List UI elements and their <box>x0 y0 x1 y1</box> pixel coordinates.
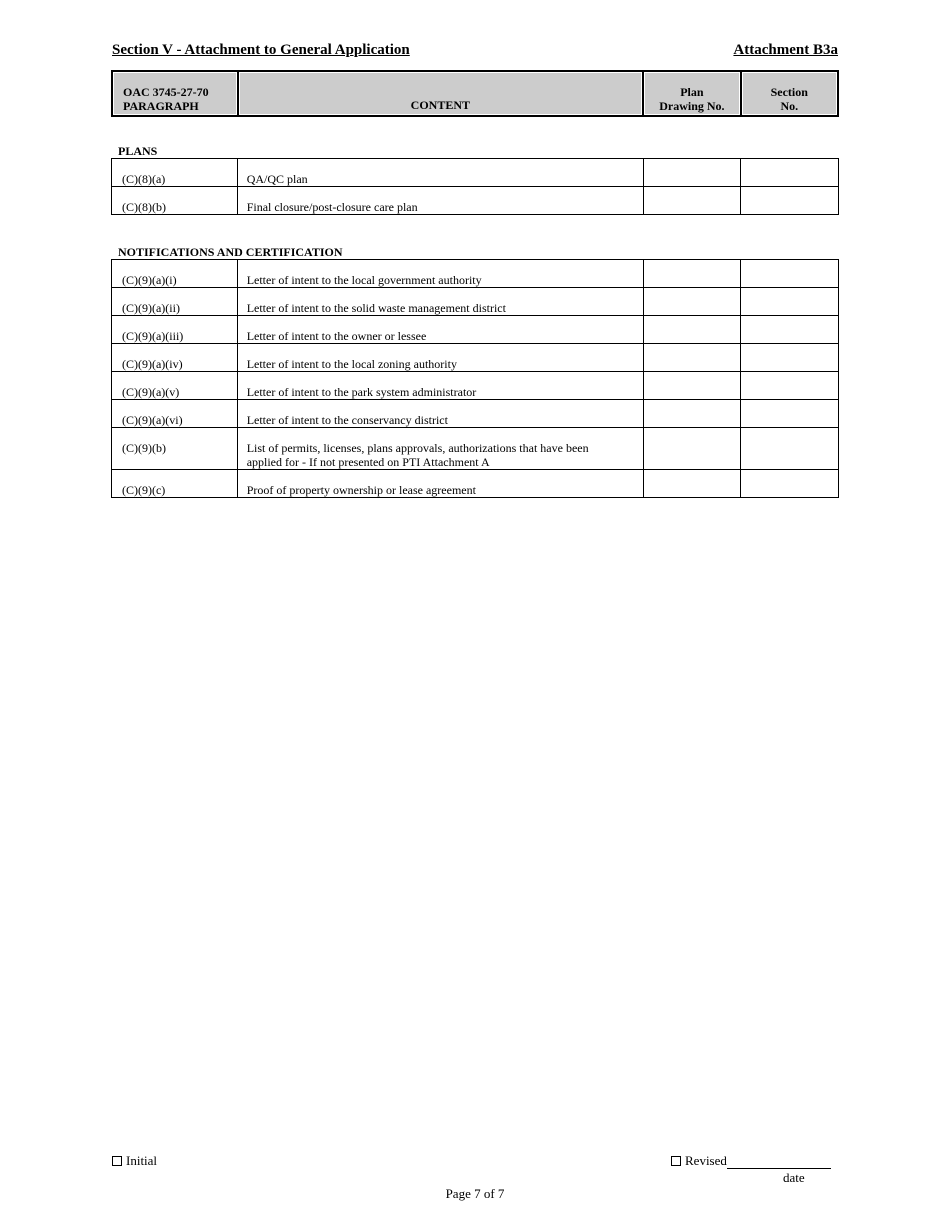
section-no-cell[interactable] <box>741 159 839 187</box>
content-cell <box>237 428 643 470</box>
notifications-table <box>111 259 839 498</box>
section-no-cell[interactable] <box>741 428 839 470</box>
section-no-cell[interactable] <box>741 470 839 498</box>
header-section-line1: Section <box>770 85 808 99</box>
paragraph-cell: (C)(9)(a)(ii) <box>112 288 238 316</box>
plan-drawing-cell[interactable] <box>643 372 741 400</box>
plan-drawing-cell[interactable] <box>643 344 741 372</box>
plan-drawing-cell[interactable] <box>643 470 741 498</box>
header-paragraph-line2: PARAGRAPH <box>123 99 199 113</box>
content-line2: applied for - If not presented on PTI Attachment A <box>246 455 490 469</box>
section-no-cell[interactable] <box>741 372 839 400</box>
table-row <box>112 260 839 288</box>
plans-table <box>111 158 839 215</box>
page-number: Page 7 of 7 <box>445 1186 505 1201</box>
content-cell: Letter of intent to the conservancy district <box>237 400 643 428</box>
header-plan-drawing <box>643 71 740 116</box>
paragraph-cell: (C)(9)(a)(iv) <box>112 344 238 372</box>
table-row <box>112 344 839 372</box>
content-cell: Final closure/post-closure care plan <box>237 187 643 215</box>
table-row <box>112 187 839 215</box>
header-paragraph-line1: OAC 3745-27-70 <box>123 85 209 99</box>
paragraph-cell: (C)(9)(a)(i) <box>112 260 238 288</box>
initial-option <box>112 1153 157 1169</box>
attachment-label: Attachment B3a <box>733 42 838 58</box>
header-content <box>238 71 644 116</box>
table-row <box>112 470 839 498</box>
plan-drawing-cell[interactable] <box>643 288 741 316</box>
paragraph-cell: (C)(9)(b) <box>112 428 238 470</box>
header-section-no <box>741 71 838 116</box>
initial-checkbox[interactable] <box>112 1156 122 1166</box>
paragraph-cell: (C)(8)(b) <box>112 187 238 215</box>
paragraph-cell: (C)(9)(a)(vi) <box>112 400 238 428</box>
table-row <box>112 316 839 344</box>
revised-date-line[interactable] <box>727 1156 831 1169</box>
notifications-section-label: NOTIFICATIONS AND CERTIFICATION <box>118 245 343 259</box>
header-content-label: CONTENT <box>410 98 471 112</box>
table-row <box>112 159 839 187</box>
content-cell: Letter of intent to the park system administrator <box>237 372 643 400</box>
section-no-cell[interactable] <box>741 344 839 372</box>
section-no-cell[interactable] <box>741 316 839 344</box>
table-row <box>112 428 839 470</box>
plan-drawing-cell[interactable] <box>643 400 741 428</box>
content-cell: QA/QC plan <box>237 159 643 187</box>
date-caption: date <box>783 1170 805 1185</box>
content-cell: Letter of intent to the local government authority <box>237 260 643 288</box>
paragraph-cell: (C)(8)(a) <box>112 159 238 187</box>
plan-drawing-cell[interactable] <box>643 159 741 187</box>
column-header-table <box>111 70 839 117</box>
table-row <box>112 400 839 428</box>
content-cell: Proof of property ownership or lease agreement <box>237 470 643 498</box>
header-plan-line1: Plan <box>680 85 704 99</box>
initial-label: Initial <box>126 1153 158 1168</box>
header-section-line2: No. <box>780 99 799 113</box>
paragraph-cell: (C)(9)(c) <box>112 470 238 498</box>
content-line1: List of permits, licenses, plans approvals, authorizations that have been <box>246 441 589 455</box>
header-plan-line2: Drawing No. <box>659 99 725 113</box>
content-cell: Letter of intent to the owner or lessee <box>237 316 643 344</box>
plan-drawing-cell[interactable] <box>643 316 741 344</box>
section-no-cell[interactable] <box>741 187 839 215</box>
document-title: Section V - Attachment to General Application <box>112 42 410 58</box>
section-no-cell[interactable] <box>741 288 839 316</box>
plan-drawing-cell[interactable] <box>643 428 741 470</box>
content-cell: Letter of intent to the local zoning authority <box>237 344 643 372</box>
revised-label: Revised <box>685 1153 727 1168</box>
plan-drawing-cell[interactable] <box>643 260 741 288</box>
plan-drawing-cell[interactable] <box>643 187 741 215</box>
plans-section-label: PLANS <box>118 144 158 158</box>
table-row <box>112 372 839 400</box>
revised-option <box>671 1153 831 1169</box>
content-cell: Letter of intent to the solid waste management district <box>237 288 643 316</box>
section-no-cell[interactable] <box>741 400 839 428</box>
paragraph-cell: (C)(9)(a)(v) <box>112 372 238 400</box>
header-paragraph <box>112 71 238 116</box>
revised-checkbox[interactable] <box>671 1156 681 1166</box>
section-no-cell[interactable] <box>741 260 839 288</box>
paragraph-cell: (C)(9)(a)(iii) <box>112 316 238 344</box>
table-row <box>112 288 839 316</box>
